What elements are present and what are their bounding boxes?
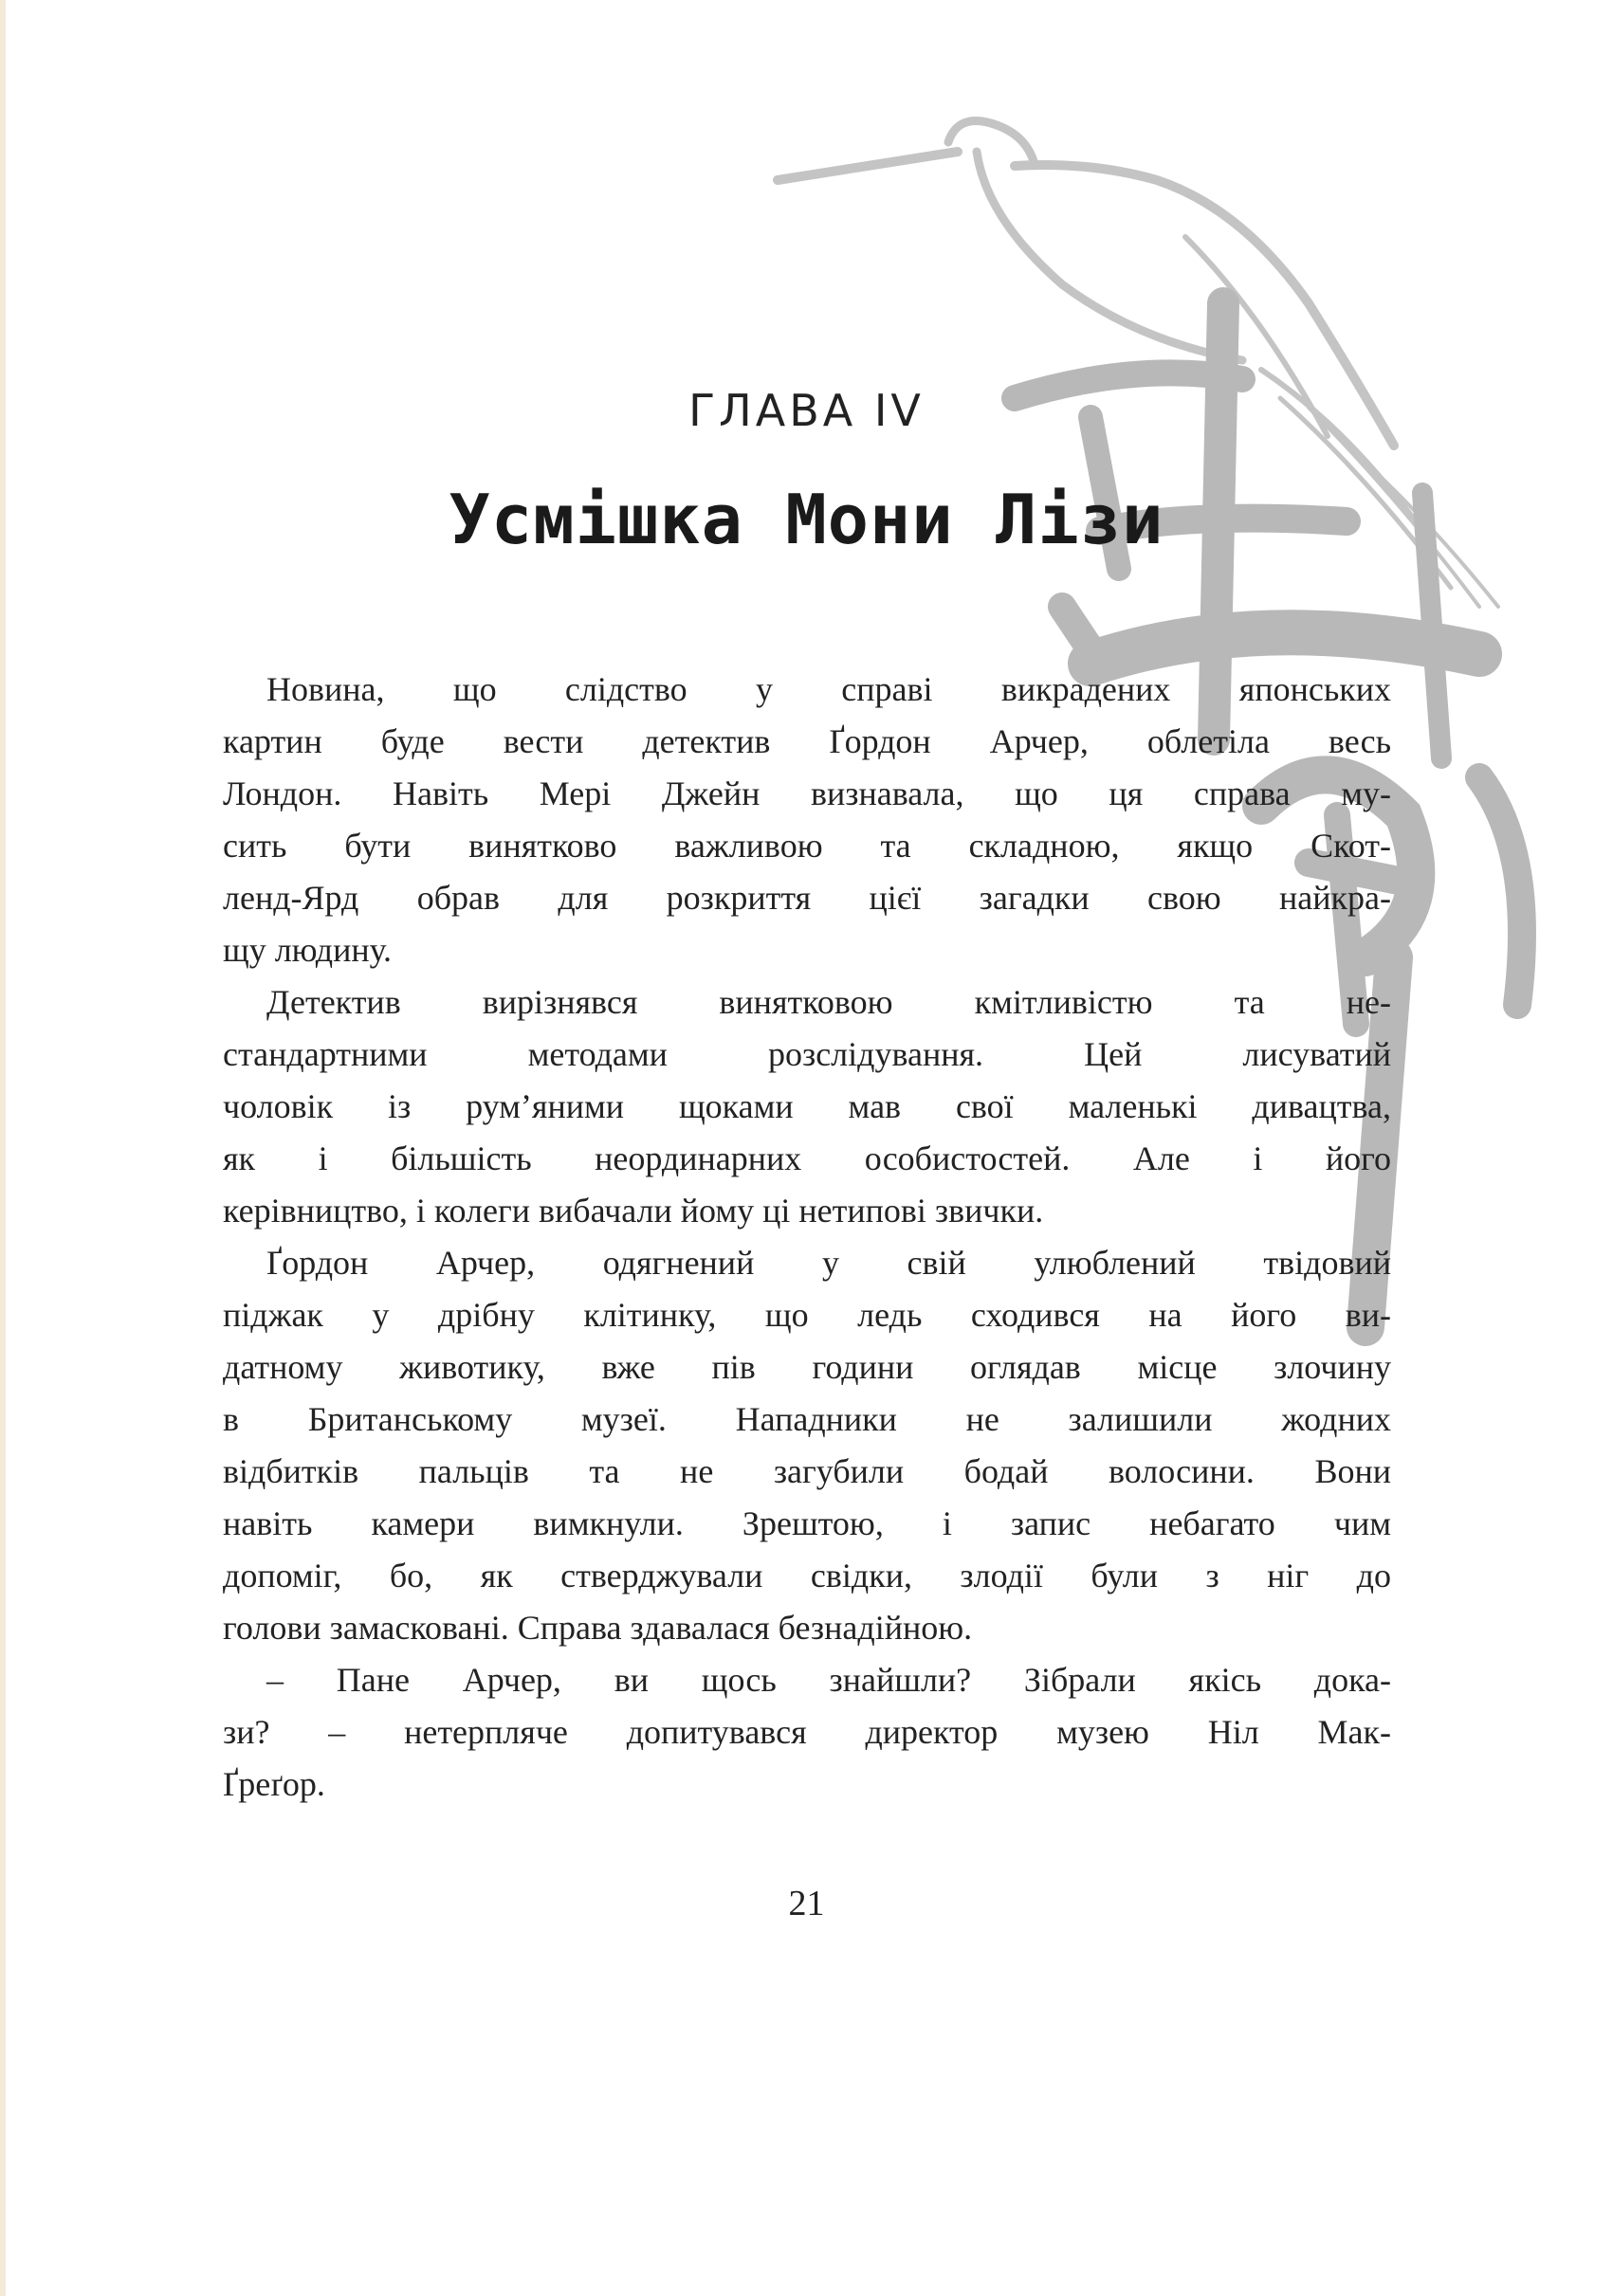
- text-line: відбитків пальців та не загубили бодай волосини. Вони: [223, 1452, 1391, 1490]
- text-line: стандартними методами розслідування. Цей лисуватий: [223, 1035, 1391, 1073]
- text-line: керівництво, і колеги вибачали йому ці нетипові звички.: [223, 1192, 1044, 1230]
- text-line: зи? – нетерпляче допитувався директор музею Ніл Мак-: [223, 1713, 1391, 1751]
- chapter-body: [223, 664, 1391, 1811]
- paragraph: [223, 976, 1391, 1237]
- text-line: картин буде вести детектив Ґордон Арчер, облетіла весь: [223, 722, 1391, 760]
- chapter-title: Усмішка Мони Лізи: [449, 480, 1164, 559]
- text-line: щу людину.: [223, 931, 392, 969]
- paragraph: [223, 1654, 1391, 1811]
- text-line: ленд-Ярд обрав для розкриття цієї загадки свою найкра-: [223, 879, 1391, 917]
- text-line: Детектив вирізнявся винятковою кмітливістю та не-: [266, 983, 1391, 1021]
- chapter-label: ГЛАВА IV: [688, 385, 925, 436]
- text-line: Лондон. Навіть Мері Джейн визнавала, що ця справа му-: [223, 774, 1391, 812]
- text-line: піджак у дрібну клітинку, що ледь сходився на його ви-: [223, 1296, 1391, 1334]
- text-line: як і більшість неординарних особистостей. Але і його: [223, 1139, 1391, 1177]
- text-line: в Британському музеї. Нападники не залишили жодних: [223, 1400, 1391, 1438]
- text-line: Ґордон Арчер, одягнений у свій улюблений твідовий: [266, 1244, 1391, 1282]
- text-line: датному животику, вже пів години оглядав місце злочину: [223, 1348, 1391, 1386]
- text-line: сить бути винятково важливою та складною, якщо Скот-: [223, 827, 1391, 865]
- page-number: 21: [788, 1884, 825, 1923]
- paragraph: [223, 1237, 1391, 1654]
- text-line: допоміг, бо, як стверджували свідки, злодії були з ніг до: [223, 1557, 1391, 1594]
- text-line: чоловік із рум’яними щоками мав свої маленькі дивацтва,: [223, 1087, 1391, 1125]
- text-line: Новина, що слідство у справі викрадених японських: [266, 670, 1391, 708]
- paragraph: [223, 664, 1391, 976]
- text-line: голови замасковані. Справа здавалася безнадійною.: [223, 1609, 973, 1647]
- text-line: – Пане Арчер, ви щось знайшли? Зібрали якісь дока-: [266, 1661, 1391, 1699]
- text-line: Ґреґор.: [223, 1765, 325, 1803]
- text-line: навіть камери вимкнули. Зрештою, і запис небагато чим: [223, 1504, 1391, 1542]
